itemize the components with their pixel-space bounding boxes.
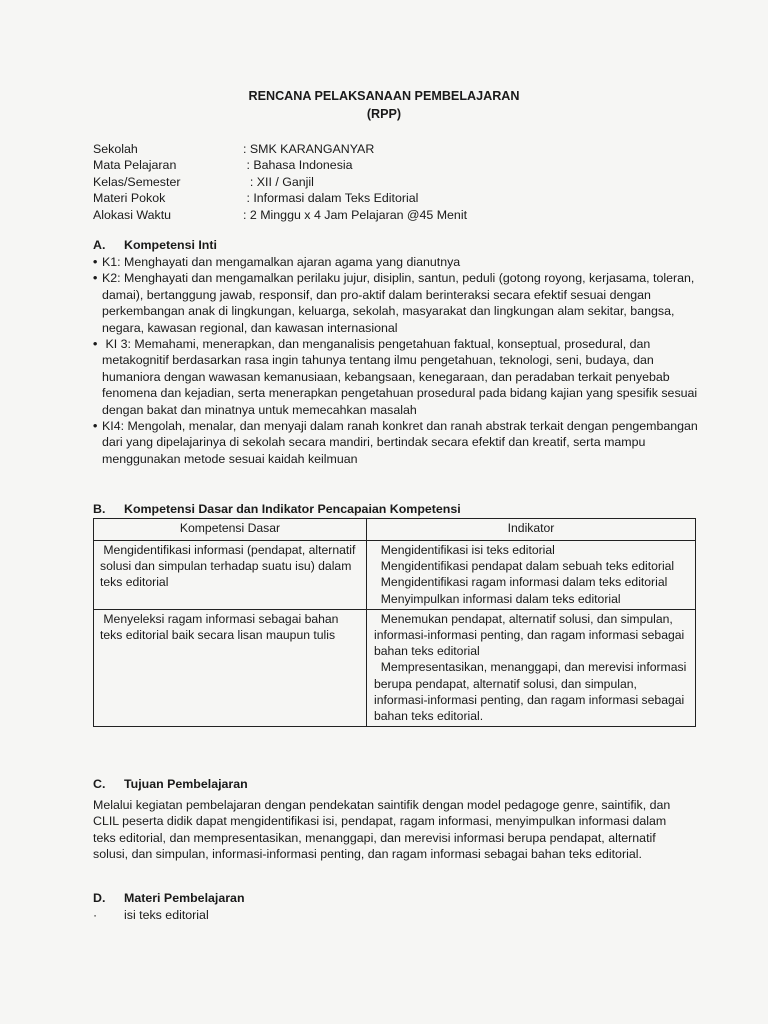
identity-value: : 2 Minggu x 4 Jam Pelajaran @45 Menit: [243, 207, 468, 222]
list-item-text: KI4: Mengolah, menalar, dan menyaji dalam ranah konkret dan ranah abstrak terkait dengan pengembangan dari yang dipelajarinya di sekolah secara mandiri, bertindak secara efektif dan kreatif, serta mampu menggunakan metode sesuai kaidah keilmuan: [102, 419, 698, 466]
section-letter: D.: [93, 891, 106, 905]
identity-row: [93, 207, 467, 223]
indikator-cell: [367, 541, 696, 610]
section-title: Kompetensi Dasar dan Indikator Pencapaian Kompetensi: [124, 502, 461, 516]
section-a-heading: [93, 237, 217, 253]
identity-row: [93, 157, 467, 173]
kompetensi-table: [93, 518, 696, 727]
section-letter: C.: [93, 777, 106, 791]
identity-row: [93, 174, 467, 190]
table-header-row: [94, 519, 696, 541]
bullet-icon: ·: [93, 908, 98, 922]
identity-label: Kelas/Semester: [93, 174, 181, 189]
indikator-item: Mengidentifikasi pendapat dalam sebuah teks editorial: [374, 559, 675, 574]
list-item-text: K2: Menghayati dan mengamalkan perilaku jujur, disiplin, santun, peduli (gotong royong, kerjasama, toleran, damai), bertanggung jawab, responsif, dan pro-aktif dalam berinteraksi secara efektif sesuai dengan perkembangan anak di lingkungan, keluarga, sekolah, masyarakat dan lingkungan alam sekitar, bangsa, negara, kawasan regional, dan kawasan internasional: [102, 271, 695, 335]
list-item: [93, 418, 713, 467]
identity-row: [93, 141, 467, 157]
section-b-heading: [93, 501, 461, 517]
document-title: RENCANA PELAKSANAAN PEMBELAJARAN: [248, 89, 520, 103]
kd-cell: [94, 541, 367, 610]
identity-label: Alokasi Waktu: [93, 207, 172, 222]
list-item-text: isi teks editorial: [124, 908, 209, 922]
section-letter: B.: [93, 502, 106, 516]
identity-block: [93, 141, 467, 223]
section-c-heading: [93, 776, 248, 792]
kd-cell: [94, 609, 367, 726]
indikator-item: Mengidentifikasi ragam informasi dalam teks editorial: [374, 575, 668, 590]
tujuan-paragraph: Melalui kegiatan pembelajaran dengan pendekatan saintifik dengan model pedagoge genre, saintifik, dan CLIL peserta didik dapat mengidentifikasi isi, pendapat, ragam informasi, menyimpulkan informasi dalam teks editorial, dan mempresentasikan, menanggapi, dan merevisi informasi berupa pendapat, alternatif solusi, dan simpulan, informasi-informasi penting, dan ragam informasi sebagai bahan teks editorial.: [93, 798, 671, 862]
table-header: Indikator: [367, 519, 696, 541]
list-item: [93, 907, 209, 923]
list-item: [93, 270, 713, 336]
table-row: [94, 609, 696, 726]
section-d-heading: [93, 890, 245, 906]
section-title: Materi Pembelajaran: [124, 891, 245, 905]
indikator-item: Menyimpulkan informasi dalam teks editorial: [374, 591, 621, 606]
table-header: Kompetensi Dasar: [94, 519, 367, 541]
identity-value: : SMK KARANGANYAR: [243, 142, 375, 156]
identity-value: : Informasi dalam Teks Editorial: [243, 191, 419, 206]
indikator-item: Menemukan pendapat, alternatif solusi, dan simpulan, informasi-informasi penting, dan ragam informasi sebagai bahan teks editorial: [374, 611, 688, 659]
identity-label: Materi Pokok: [93, 191, 166, 206]
identity-row: [93, 190, 467, 206]
section-title: Tujuan Pembelajaran: [124, 777, 248, 791]
identity-value: : Bahasa Indonesia: [243, 158, 353, 173]
indikator-item: Mempresentasikan, menanggapi, dan merevisi informasi berupa pendapat, alternatif solusi, dan simpulan, informasi-informasi penting, dan ragam informasi sebagai bahan teks editorial.: [374, 660, 690, 724]
bullet-icon: •: [93, 255, 98, 269]
list-item-text: KI 3: Memahami, menerapkan, dan menganalisis pengetahuan faktual, konseptual, prosedural, dan metakognitif berdasarkan rasa ingin tahunya tentang ilmu pengetahuan, teknologi, seni, budaya, dan humaniora dengan wawasan kemanusiaan, kebangsaan, kenegaraan, dan peradaban terkait penyebab fenomena dan kejadian, serta menerapkan pengetahuan prosedural pada bidang kajian yang spesifik sesuai dengan bakat dan minatnya untuk memecahkan masalah: [102, 337, 701, 417]
identity-label: Mata Pelajaran: [93, 158, 177, 173]
kd-text: Mengidentifikasi informasi (pendapat, alternatif solusi dan simpulan terhadap suatu isu) dalam teks editorial: [100, 543, 359, 590]
section-letter: A.: [93, 238, 106, 252]
indikator-item: Mengidentifikasi isi teks editorial: [374, 543, 555, 557]
document-subtitle: (RPP): [366, 107, 402, 121]
bullet-icon: •: [93, 419, 98, 434]
bullet-icon: •: [93, 337, 98, 352]
indikator-cell: [367, 609, 696, 726]
bullet-icon: •: [93, 271, 98, 286]
list-item: [93, 336, 713, 418]
identity-label: Sekolah: [93, 142, 138, 156]
list-item: [93, 254, 713, 270]
table-row: [94, 541, 696, 610]
kompetensi-inti-list: [93, 254, 713, 467]
identity-value: : XII / Ganjil: [243, 174, 314, 189]
kd-text: Menyeleksi ragam informasi sebagai bahan teks editorial baik secara lisan maupun tulis: [100, 611, 342, 643]
section-title: Kompetensi Inti: [124, 238, 217, 252]
list-item-text: K1: Menghayati dan mengamalkan ajaran agama yang dianutnya: [102, 255, 461, 269]
